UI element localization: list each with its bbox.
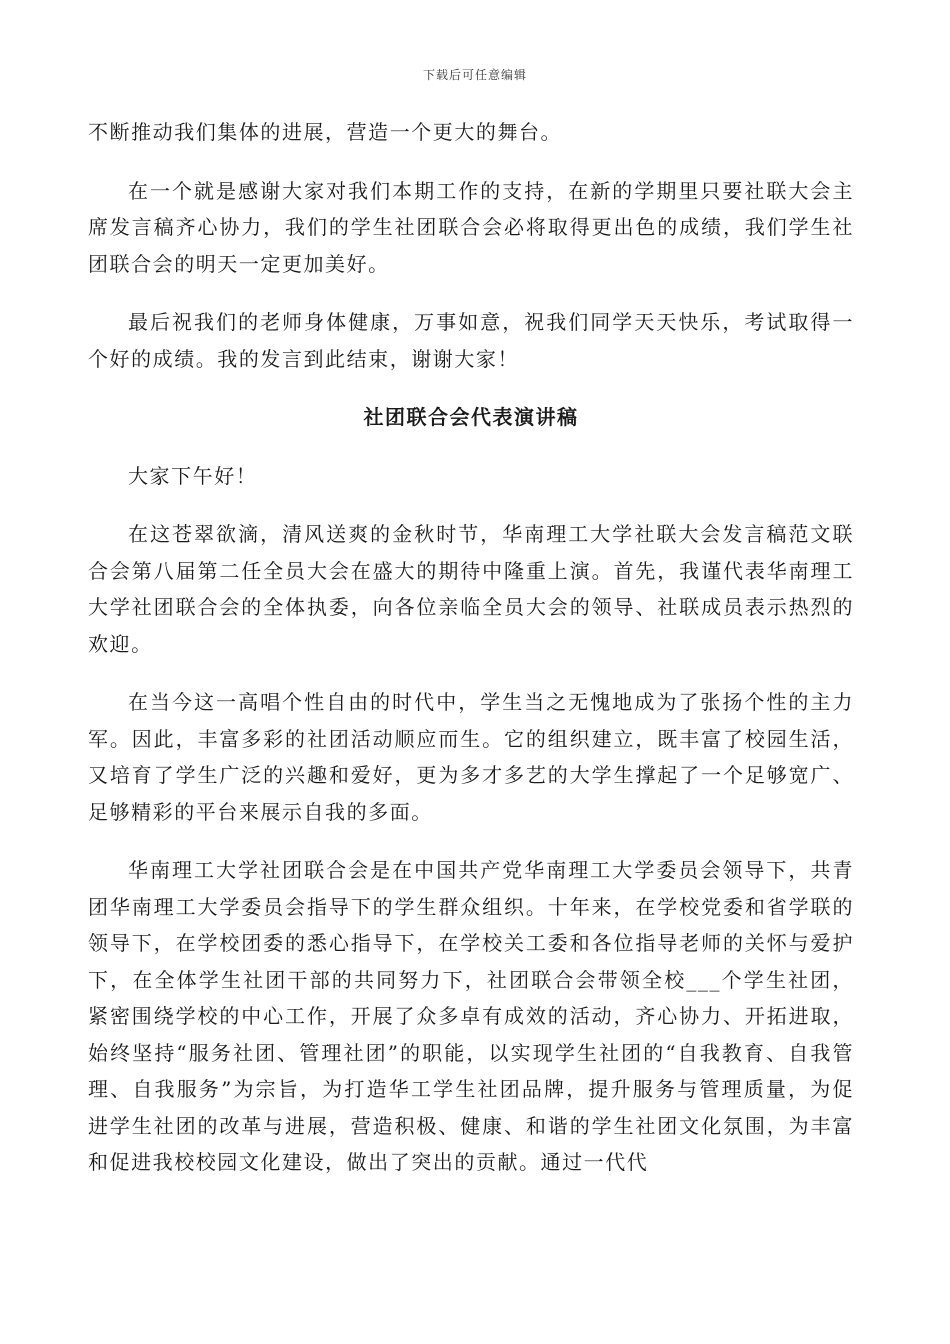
document-body xyxy=(88,114,854,1203)
paragraph-opening: 在这苍翠欲滴，清风送爽的金秋时节，华南理工大学社联大会发言稿范文联合会第八届第二任全员大会在盛大的期待中隆重上演。首先，我谨代表华南理工大学社团联合会的全体执委，向各位亲临全员大会的领导、社联成员表示热烈的欢迎。 xyxy=(88,522,854,656)
section-title: 社团联合会代表演讲稿 xyxy=(363,405,579,429)
paragraph-thanks: 在一个就是感谢大家对我们本期工作的支持，在新的学期里只要社联大会主席发言稿齐心协力，我们的学生社团联合会必将取得更出色的成绩，我们学生社团联合会的明天一定更加美好。 xyxy=(88,178,854,276)
greeting: 大家下午好！ xyxy=(128,463,258,488)
page-header: 下载后可任意编辑 xyxy=(422,68,527,82)
paragraph-era: 在当今这一高唱个性自由的时代中，学生当之无愧地成为了张扬个性的主力军。因此，丰富多彩的社团活动顺应而生。它的组织建立，既丰富了校园生活，又培育了学生广泛的兴趣和爱好，更为多才多艺的大学生撑起了一个足够宽广、足够精彩的平台来展示自我的多面。 xyxy=(88,690,854,824)
paragraph-continued: 不断推动我们集体的进展，营造一个更大的舞台。 xyxy=(88,120,563,144)
paragraph-closing: 最后祝我们的老师身体健康，万事如意，祝我们同学天天快乐，考试取得一个好的成绩。我的发言到此结束，谢谢大家！ xyxy=(88,310,854,371)
paragraph-federation: 华南理工大学社团联合会是在中国共产党华南理工大学委员会领导下，共青团华南理工大学委员会指导下的学生群众组织。十年来，在学校党委和省学联的领导下，在学校团委的悉心指导下，在学校关工委和各位指导老师的关怀与爱护下，在全体学生社团干部的共同努力下，社团联合会带领全校___个学生社团，紧密围绕学校的中心工作，开展了众多卓有成效的活动，齐心协力、开拓进取，始终坚持“服务社团、管理社团”的职能，以实现学生社团的“自我教育、自我管理、自我服务”为宗旨，为打造华工学生社团品牌，提升服务与管理质量，为促进学生社团的改革与进展，营造积极、健康、和谐的学生社团文化氛围，为丰富和促进我校校园文化建设，做出了突出的贡献。通过一代代 xyxy=(88,858,854,1174)
